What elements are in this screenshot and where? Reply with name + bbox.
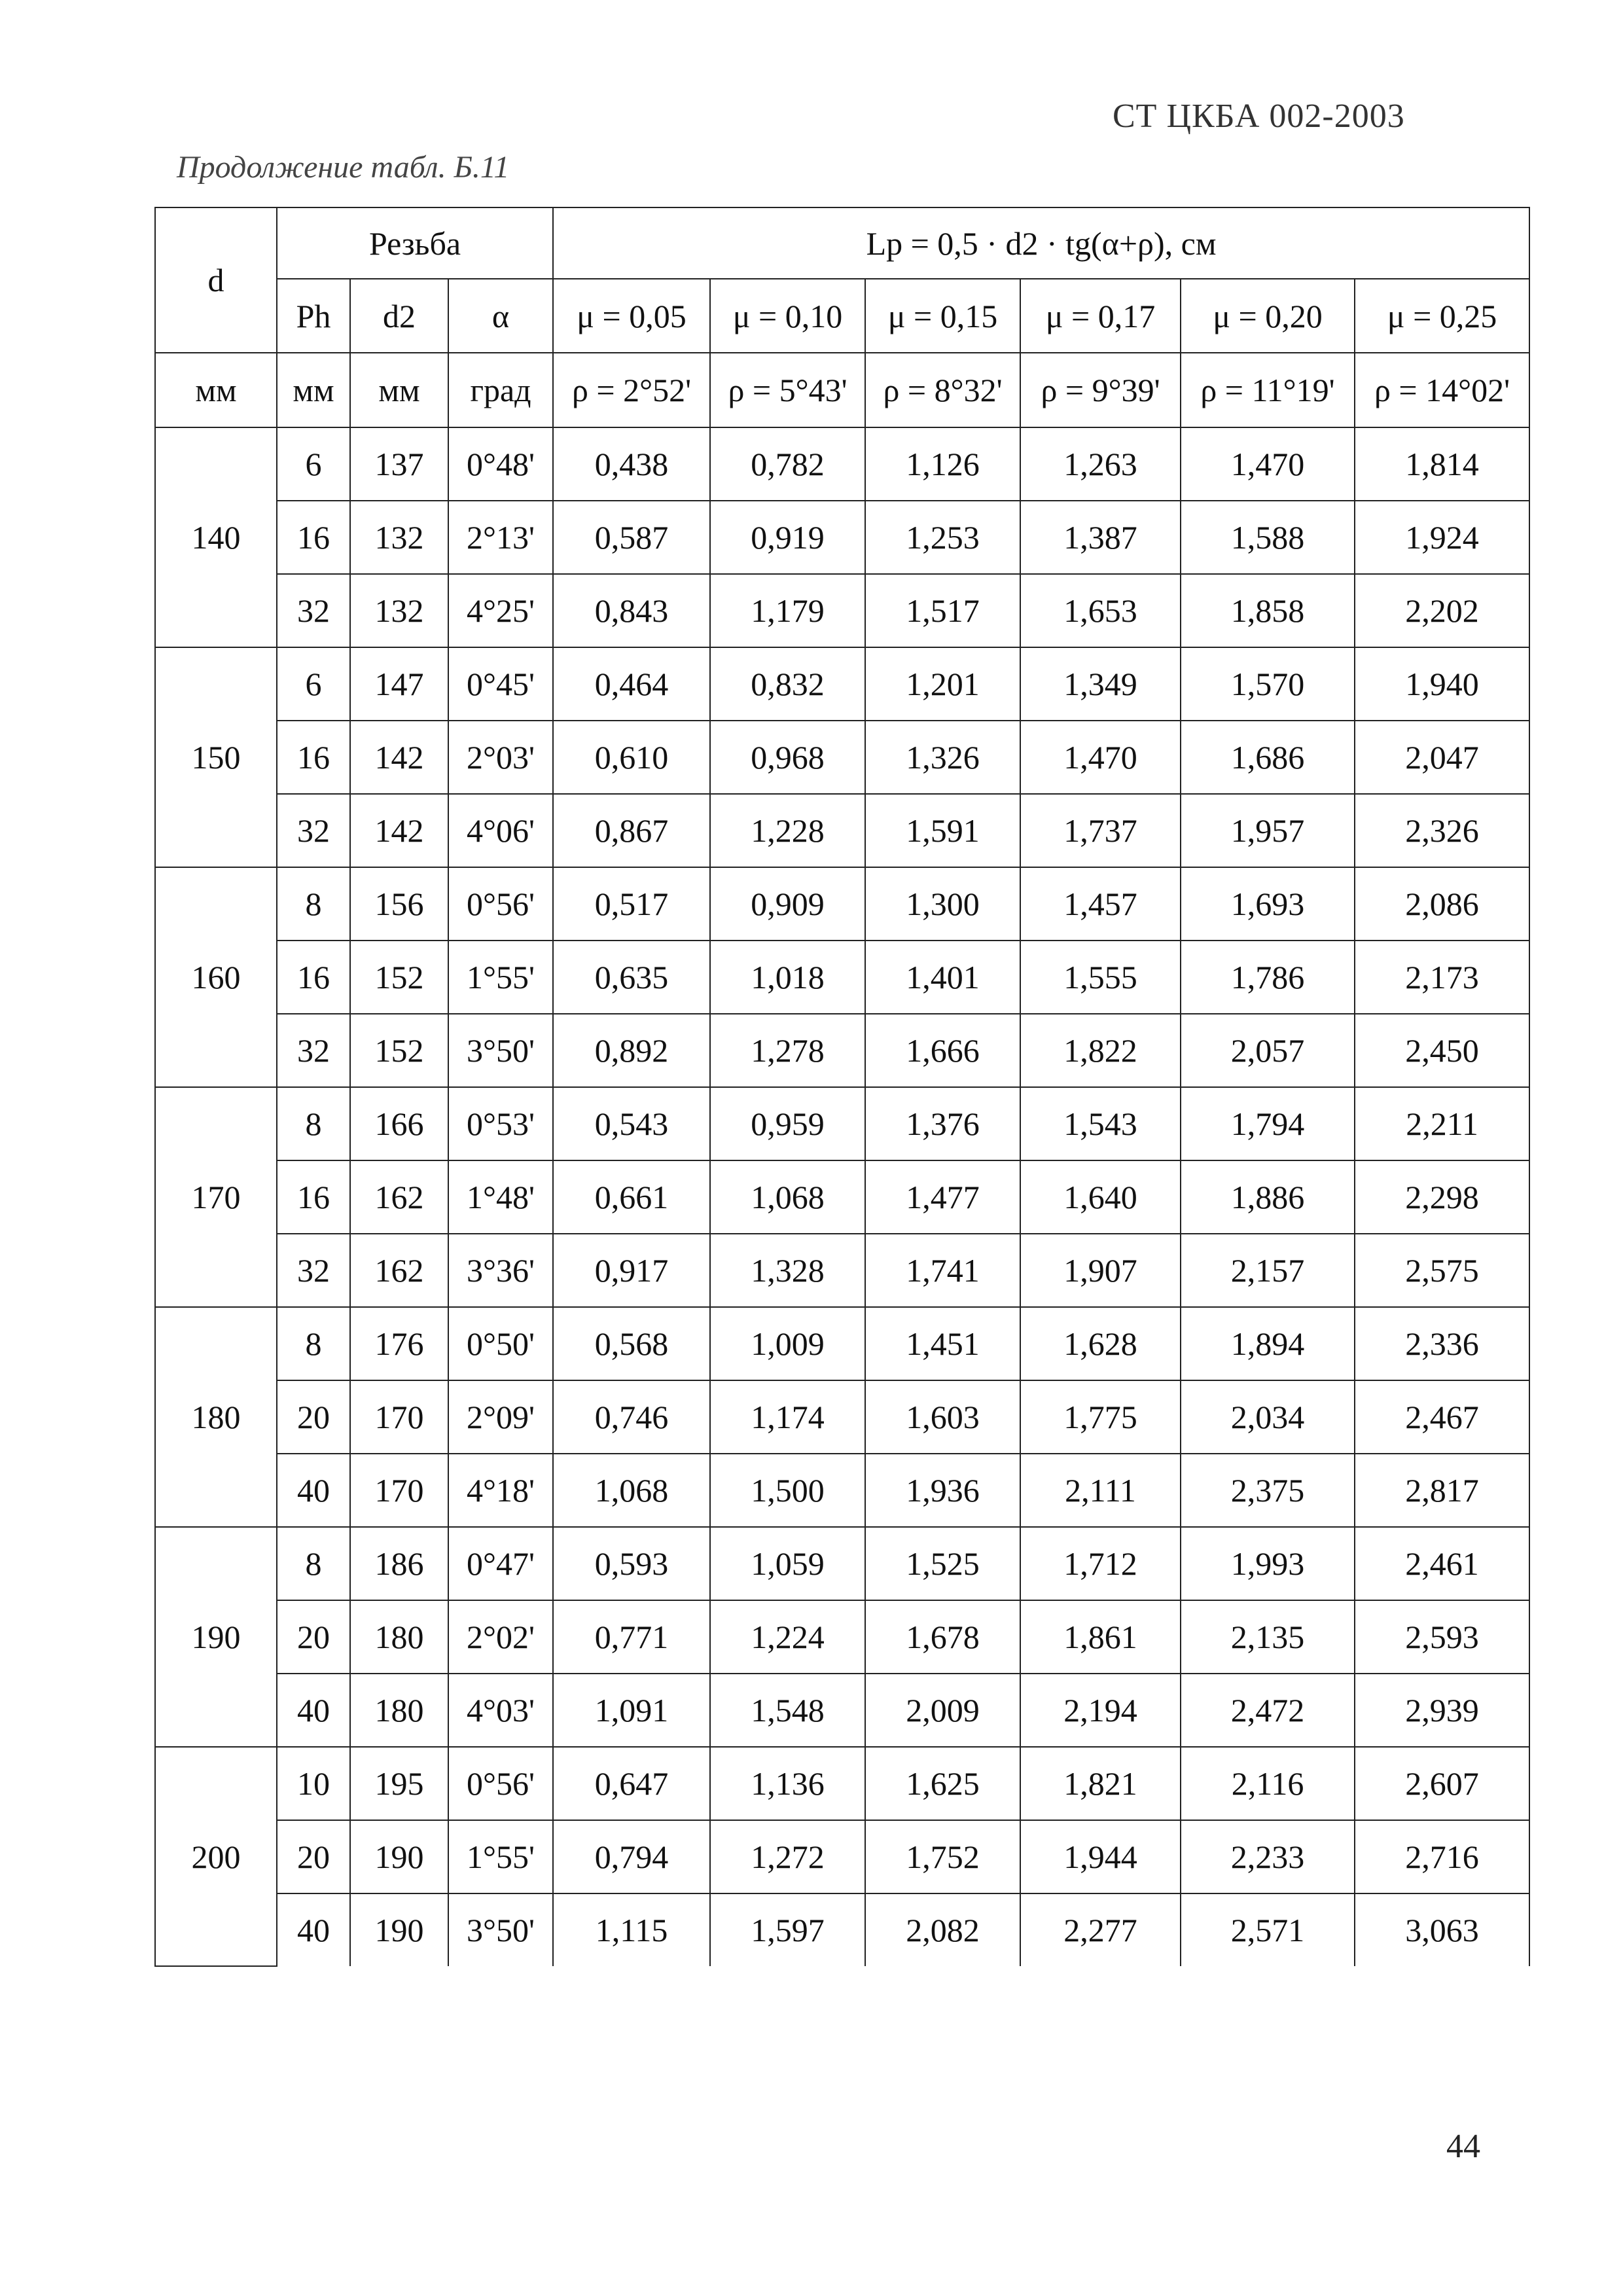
alpha-cell: 0°50' <box>448 1307 553 1380</box>
value-cell: 1,861 <box>1020 1600 1181 1674</box>
alpha-cell: 3°50' <box>448 1014 553 1087</box>
value-cell: 1,775 <box>1020 1380 1181 1454</box>
value-cell: 1,858 <box>1181 574 1355 647</box>
header-mu: μ = 0,15 <box>865 279 1020 353</box>
diameter-cell: 190 <box>155 1527 277 1747</box>
value-cell: 1,068 <box>553 1454 710 1527</box>
pitch-cell: 20 <box>277 1380 350 1454</box>
pitch-cell: 10 <box>277 1747 350 1820</box>
value-cell: 0,635 <box>553 941 710 1014</box>
d2-cell: 166 <box>350 1087 448 1160</box>
value-cell: 2,194 <box>1020 1674 1181 1747</box>
pitch-cell: 8 <box>277 1527 350 1600</box>
pitch-cell: 6 <box>277 647 350 721</box>
value-cell: 0,746 <box>553 1380 710 1454</box>
alpha-cell: 0°45' <box>448 647 553 721</box>
value-cell: 1,737 <box>1020 794 1181 867</box>
d2-cell: 190 <box>350 1820 448 1893</box>
pitch-cell: 16 <box>277 941 350 1014</box>
header-unit: град <box>448 353 553 427</box>
value-cell: 1,886 <box>1181 1160 1355 1234</box>
page-number: 44 <box>1446 2128 1480 2165</box>
header-thread: Резьба <box>277 207 553 279</box>
pitch-cell: 6 <box>277 427 350 501</box>
value-cell: 1,752 <box>865 1820 1020 1893</box>
pitch-cell: 8 <box>277 1087 350 1160</box>
d2-cell: 186 <box>350 1527 448 1600</box>
value-cell: 0,968 <box>710 721 865 794</box>
value-cell: 1,693 <box>1181 867 1355 941</box>
table-row <box>155 1820 1529 1893</box>
value-cell: 1,201 <box>865 647 1020 721</box>
value-cell: 1,957 <box>1181 794 1355 867</box>
d2-cell: 142 <box>350 794 448 867</box>
pitch-cell: 16 <box>277 721 350 794</box>
thread-table <box>154 207 1530 1967</box>
value-cell: 1,603 <box>865 1380 1020 1454</box>
alpha-cell: 0°47' <box>448 1527 553 1600</box>
table-row <box>155 1600 1529 1674</box>
diameter-cell: 180 <box>155 1307 277 1527</box>
pitch-cell: 40 <box>277 1674 350 1747</box>
header-mu: μ = 0,20 <box>1181 279 1355 353</box>
table-row <box>155 1014 1529 1087</box>
pitch-cell: 32 <box>277 794 350 867</box>
value-cell: 1,328 <box>710 1234 865 1307</box>
value-cell: 2,135 <box>1181 1600 1355 1674</box>
d2-cell: 132 <box>350 574 448 647</box>
value-cell: 0,771 <box>553 1600 710 1674</box>
alpha-cell: 0°53' <box>448 1087 553 1160</box>
value-cell: 1,477 <box>865 1160 1020 1234</box>
value-cell: 1,387 <box>1020 501 1181 574</box>
value-cell: 2,009 <box>865 1674 1020 1747</box>
d2-cell: 137 <box>350 427 448 501</box>
diameter-cell: 160 <box>155 867 277 1087</box>
value-cell: 2,082 <box>865 1893 1020 1966</box>
value-cell: 2,211 <box>1355 1087 1529 1160</box>
alpha-cell: 0°48' <box>448 427 553 501</box>
alpha-cell: 0°56' <box>448 867 553 941</box>
table-row <box>155 721 1529 794</box>
value-cell: 1,517 <box>865 574 1020 647</box>
header-row-1 <box>155 207 1529 279</box>
value-cell: 0,593 <box>553 1527 710 1600</box>
alpha-cell: 0°56' <box>448 1747 553 1820</box>
header-rho: ρ = 2°52' <box>553 353 710 427</box>
value-cell: 2,607 <box>1355 1747 1529 1820</box>
value-cell: 2,277 <box>1020 1893 1181 1966</box>
value-cell: 1,263 <box>1020 427 1181 501</box>
value-cell: 0,438 <box>553 427 710 501</box>
value-cell: 1,179 <box>710 574 865 647</box>
alpha-cell: 4°03' <box>448 1674 553 1747</box>
value-cell: 2,116 <box>1181 1747 1355 1820</box>
value-cell: 3,063 <box>1355 1893 1529 1966</box>
value-cell: 2,375 <box>1181 1454 1355 1527</box>
value-cell: 0,832 <box>710 647 865 721</box>
value-cell: 0,568 <box>553 1307 710 1380</box>
value-cell: 1,253 <box>865 501 1020 574</box>
value-cell: 1,451 <box>865 1307 1020 1380</box>
header-alpha: α <box>448 279 553 353</box>
d2-cell: 152 <box>350 941 448 1014</box>
value-cell: 1,936 <box>865 1454 1020 1527</box>
table-row <box>155 574 1529 647</box>
value-cell: 0,909 <box>710 867 865 941</box>
pitch-cell: 32 <box>277 1234 350 1307</box>
value-cell: 1,712 <box>1020 1527 1181 1600</box>
value-cell: 2,472 <box>1181 1674 1355 1747</box>
value-cell: 1,814 <box>1355 427 1529 501</box>
value-cell: 0,959 <box>710 1087 865 1160</box>
table-row <box>155 1307 1529 1380</box>
alpha-cell: 4°25' <box>448 574 553 647</box>
table-row <box>155 647 1529 721</box>
value-cell: 1,068 <box>710 1160 865 1234</box>
value-cell: 0,919 <box>710 501 865 574</box>
pitch-cell: 8 <box>277 1307 350 1380</box>
alpha-cell: 4°06' <box>448 794 553 867</box>
d2-cell: 190 <box>350 1893 448 1966</box>
header-mu: μ = 0,17 <box>1020 279 1181 353</box>
value-cell: 1,278 <box>710 1014 865 1087</box>
value-cell: 2,111 <box>1020 1454 1181 1527</box>
value-cell: 0,867 <box>553 794 710 867</box>
header-units-row <box>155 353 1529 427</box>
d2-cell: 162 <box>350 1160 448 1234</box>
value-cell: 2,817 <box>1355 1454 1529 1527</box>
d2-cell: 152 <box>350 1014 448 1087</box>
value-cell: 1,136 <box>710 1747 865 1820</box>
value-cell: 1,228 <box>710 794 865 867</box>
value-cell: 1,009 <box>710 1307 865 1380</box>
table-caption: Продолжение табл. Б.11 <box>177 150 510 185</box>
value-cell: 1,018 <box>710 941 865 1014</box>
value-cell: 1,174 <box>710 1380 865 1454</box>
value-cell: 1,401 <box>865 941 1020 1014</box>
value-cell: 1,349 <box>1020 647 1181 721</box>
d2-cell: 162 <box>350 1234 448 1307</box>
header-unit: мм <box>155 353 277 427</box>
value-cell: 1,940 <box>1355 647 1529 721</box>
table-row <box>155 1160 1529 1234</box>
value-cell: 1,548 <box>710 1674 865 1747</box>
header-row-2 <box>155 279 1529 353</box>
value-cell: 2,571 <box>1181 1893 1355 1966</box>
pitch-cell: 20 <box>277 1820 350 1893</box>
value-cell: 2,173 <box>1355 941 1529 1014</box>
header-ph: Ph <box>277 279 350 353</box>
table-row <box>155 1747 1529 1820</box>
value-cell: 1,894 <box>1181 1307 1355 1380</box>
value-cell: 1,625 <box>865 1747 1020 1820</box>
value-cell: 2,057 <box>1181 1014 1355 1087</box>
value-cell: 0,843 <box>553 574 710 647</box>
table-row <box>155 1527 1529 1600</box>
header-rho: ρ = 5°43' <box>710 353 865 427</box>
value-cell: 1,640 <box>1020 1160 1181 1234</box>
d2-cell: 147 <box>350 647 448 721</box>
value-cell: 1,678 <box>865 1600 1020 1674</box>
header-rho: ρ = 14°02' <box>1355 353 1529 427</box>
value-cell: 2,047 <box>1355 721 1529 794</box>
value-cell: 2,157 <box>1181 1234 1355 1307</box>
value-cell: 1,570 <box>1181 647 1355 721</box>
pitch-cell: 16 <box>277 501 350 574</box>
value-cell: 1,555 <box>1020 941 1181 1014</box>
value-cell: 1,376 <box>865 1087 1020 1160</box>
alpha-cell: 1°55' <box>448 941 553 1014</box>
value-cell: 1,944 <box>1020 1820 1181 1893</box>
value-cell: 2,298 <box>1355 1160 1529 1234</box>
header-d: d <box>155 207 277 353</box>
value-cell: 2,461 <box>1355 1527 1529 1600</box>
header-unit: мм <box>350 353 448 427</box>
value-cell: 0,782 <box>710 427 865 501</box>
value-cell: 1,993 <box>1181 1527 1355 1600</box>
value-cell: 0,647 <box>553 1747 710 1820</box>
d2-cell: 156 <box>350 867 448 941</box>
value-cell: 1,794 <box>1181 1087 1355 1160</box>
value-cell: 0,892 <box>553 1014 710 1087</box>
pitch-cell: 8 <box>277 867 350 941</box>
value-cell: 2,336 <box>1355 1307 1529 1380</box>
value-cell: 1,500 <box>710 1454 865 1527</box>
table-row <box>155 1234 1529 1307</box>
diameter-cell: 150 <box>155 647 277 867</box>
pitch-cell: 40 <box>277 1454 350 1527</box>
diameter-cell: 200 <box>155 1747 277 1966</box>
value-cell: 0,587 <box>553 501 710 574</box>
d2-cell: 180 <box>350 1674 448 1747</box>
value-cell: 2,233 <box>1181 1820 1355 1893</box>
value-cell: 1,115 <box>553 1893 710 1966</box>
value-cell: 0,517 <box>553 867 710 941</box>
pitch-cell: 32 <box>277 574 350 647</box>
value-cell: 1,597 <box>710 1893 865 1966</box>
value-cell: 0,464 <box>553 647 710 721</box>
d2-cell: 132 <box>350 501 448 574</box>
value-cell: 1,457 <box>1020 867 1181 941</box>
table-row <box>155 427 1529 501</box>
table-row <box>155 1454 1529 1527</box>
alpha-cell: 2°02' <box>448 1600 553 1674</box>
value-cell: 1,126 <box>865 427 1020 501</box>
table-row <box>155 794 1529 867</box>
value-cell: 2,939 <box>1355 1674 1529 1747</box>
value-cell: 1,470 <box>1020 721 1181 794</box>
header-rho: ρ = 9°39' <box>1020 353 1181 427</box>
header-rho: ρ = 11°19' <box>1181 353 1355 427</box>
header-mu: μ = 0,25 <box>1355 279 1529 353</box>
diameter-cell: 170 <box>155 1087 277 1307</box>
pitch-cell: 40 <box>277 1893 350 1966</box>
d2-cell: 170 <box>350 1454 448 1527</box>
alpha-cell: 2°03' <box>448 721 553 794</box>
alpha-cell: 3°36' <box>448 1234 553 1307</box>
table-row <box>155 867 1529 941</box>
pitch-cell: 32 <box>277 1014 350 1087</box>
alpha-cell: 1°48' <box>448 1160 553 1234</box>
value-cell: 0,543 <box>553 1087 710 1160</box>
value-cell: 2,034 <box>1181 1380 1355 1454</box>
header-rho: ρ = 8°32' <box>865 353 1020 427</box>
value-cell: 1,543 <box>1020 1087 1181 1160</box>
diameter-cell: 140 <box>155 427 277 647</box>
header-mu: μ = 0,10 <box>710 279 865 353</box>
alpha-cell: 3°50' <box>448 1893 553 1966</box>
value-cell: 1,666 <box>865 1014 1020 1087</box>
value-cell: 1,591 <box>865 794 1020 867</box>
alpha-cell: 4°18' <box>448 1454 553 1527</box>
d2-cell: 180 <box>350 1600 448 1674</box>
value-cell: 1,822 <box>1020 1014 1181 1087</box>
value-cell: 2,086 <box>1355 867 1529 941</box>
header-unit: мм <box>277 353 350 427</box>
document-code: СТ ЦКБА 002-2003 <box>1113 98 1405 135</box>
value-cell: 1,686 <box>1181 721 1355 794</box>
value-cell: 2,202 <box>1355 574 1529 647</box>
value-cell: 1,224 <box>710 1600 865 1674</box>
value-cell: 1,924 <box>1355 501 1529 574</box>
header-mu: μ = 0,05 <box>553 279 710 353</box>
header-formula: Lp = 0,5 · d2 · tg(α+ρ), см <box>553 207 1529 279</box>
alpha-cell: 2°13' <box>448 501 553 574</box>
pitch-cell: 16 <box>277 1160 350 1234</box>
alpha-cell: 1°55' <box>448 1820 553 1893</box>
table-body <box>155 207 1529 1966</box>
header-d2: d2 <box>350 279 448 353</box>
value-cell: 1,628 <box>1020 1307 1181 1380</box>
value-cell: 0,661 <box>553 1160 710 1234</box>
value-cell: 1,272 <box>710 1820 865 1893</box>
value-cell: 0,917 <box>553 1234 710 1307</box>
pitch-cell: 20 <box>277 1600 350 1674</box>
value-cell: 2,575 <box>1355 1234 1529 1307</box>
value-cell: 1,300 <box>865 867 1020 941</box>
value-cell: 1,653 <box>1020 574 1181 647</box>
value-cell: 1,470 <box>1181 427 1355 501</box>
value-cell: 1,821 <box>1020 1747 1181 1820</box>
value-cell: 1,907 <box>1020 1234 1181 1307</box>
value-cell: 2,716 <box>1355 1820 1529 1893</box>
value-cell: 2,593 <box>1355 1600 1529 1674</box>
value-cell: 1,091 <box>553 1674 710 1747</box>
table-row <box>155 1674 1529 1747</box>
value-cell: 1,741 <box>865 1234 1020 1307</box>
table-row <box>155 1380 1529 1454</box>
value-cell: 2,326 <box>1355 794 1529 867</box>
table-row <box>155 501 1529 574</box>
alpha-cell: 2°09' <box>448 1380 553 1454</box>
value-cell: 1,786 <box>1181 941 1355 1014</box>
d2-cell: 195 <box>350 1747 448 1820</box>
value-cell: 2,450 <box>1355 1014 1529 1087</box>
value-cell: 1,326 <box>865 721 1020 794</box>
value-cell: 0,794 <box>553 1820 710 1893</box>
d2-cell: 170 <box>350 1380 448 1454</box>
value-cell: 1,059 <box>710 1527 865 1600</box>
table-row <box>155 1893 1529 1966</box>
table-row <box>155 941 1529 1014</box>
table-row <box>155 1087 1529 1160</box>
value-cell: 0,610 <box>553 721 710 794</box>
d2-cell: 176 <box>350 1307 448 1380</box>
value-cell: 1,588 <box>1181 501 1355 574</box>
value-cell: 2,467 <box>1355 1380 1529 1454</box>
d2-cell: 142 <box>350 721 448 794</box>
value-cell: 1,525 <box>865 1527 1020 1600</box>
